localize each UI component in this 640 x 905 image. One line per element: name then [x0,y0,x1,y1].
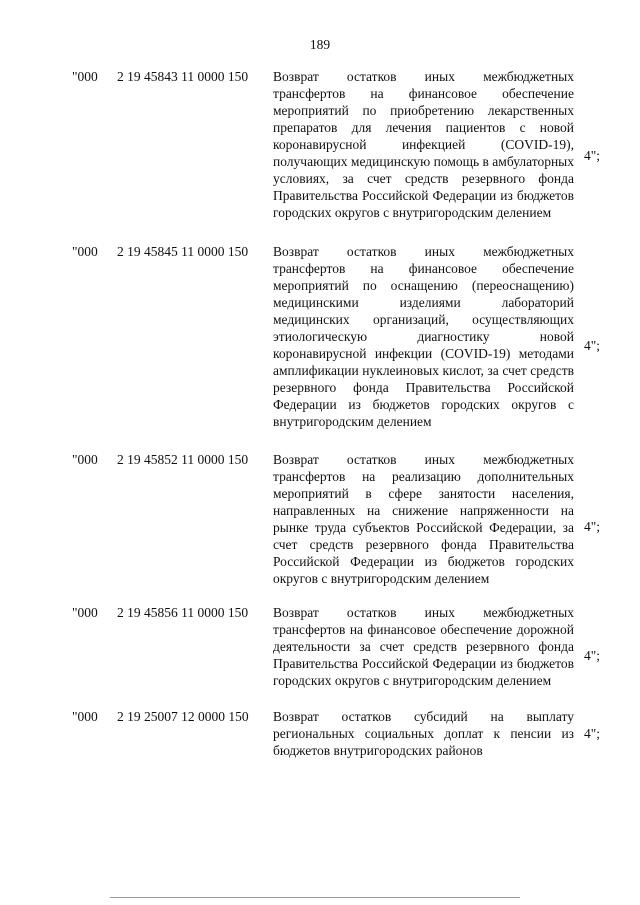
entry-suffix: 4"; [584,148,601,163]
entry-prefix: "000 [72,709,98,724]
budget-code: 2 19 25007 12 0000 150 [117,709,249,724]
entry-suffix: 4"; [584,338,601,353]
entry-description: Возврат остатков иных межбюджетных трансфертов на финансовое обеспечение мероприятий по приобретению лекарственных препаратов для лечения пациентов с новой коронавирусной инфекцией (COVID-19), получающих медицинскую помощь в амбулаторных условиях, за счет средств резервного фонда Правительства Российской Федерации из бюджетов городских округов с внутригородским делением [273,69,574,220]
entry-prefix: "000 [72,69,98,84]
entry-suffix: 4"; [584,648,601,663]
entry-prefix: "000 [72,452,98,467]
budget-code: 2 19 45843 11 0000 150 [117,69,249,84]
entry-prefix: "000 [72,605,98,620]
bottom-scan-edge [110,897,520,898]
page-number: 189 [309,37,331,52]
entry-description: Возврат остатков иных межбюджетных трансфертов на финансовое обеспечение мероприятий по оснащению (переоснащению) медицинскими изделиями лабораторий медицинских организаций, осуществляющих этиологическую диагностику новой коронавирусной инфекции (COVID-19) методами амплификации нуклеиновых кислот, за счет средств резервного фонда Правительства Российской Федерации из бюджетов городских округов с внутригородским делением [273,244,574,429]
entry-prefix: "000 [72,244,98,259]
entry-description: Возврат остатков иных межбюджетных трансфертов на реализацию дополнительных мероприятий в сфере занятости населения, направленных на снижение напряженности на рынке труда субъектов Российской Федерации, за счет средств резервного фонда Правительства Российской Федерации из бюджетов городских округов с внутригородским делением [273,452,574,586]
budget-code: 2 19 45845 11 0000 150 [117,244,249,259]
entry-suffix: 4"; [584,726,601,741]
budget-code: 2 19 45856 11 0000 150 [117,605,249,620]
entry-suffix: 4"; [584,519,601,534]
budget-code: 2 19 45852 11 0000 150 [117,452,249,467]
entry-description: Возврат остатков иных межбюджетных трансфертов на финансовое обеспечение дорожной деятельности за счет средств резервного фонда Правительства Российской Федерации из бюджетов городских округов с внутригородским делением [273,605,574,688]
entry-description: Возврат остатков субсидий на выплату региональных социальных доплат к пенсии из бюджетов внутригородских районов [273,709,574,758]
